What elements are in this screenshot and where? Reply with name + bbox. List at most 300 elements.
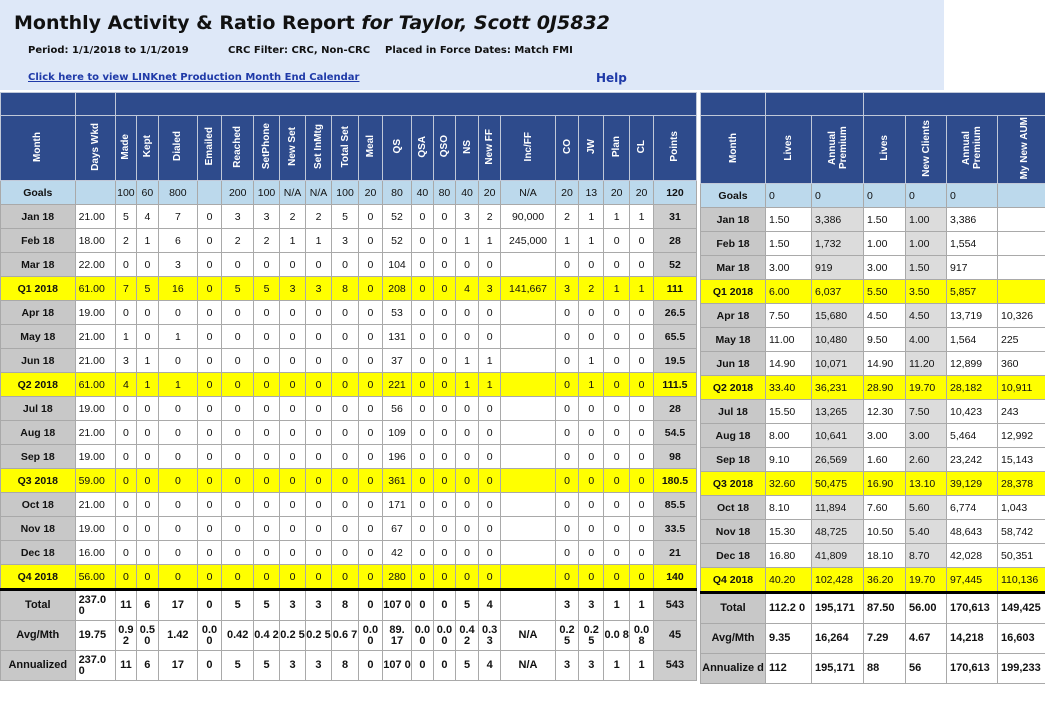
data-cell: 0 <box>280 541 306 565</box>
data-cell: 0.6 7 <box>331 621 358 651</box>
data-cell: 1 <box>280 229 306 253</box>
data-cell: 0 <box>456 325 479 349</box>
data-cell: 196 <box>382 445 411 469</box>
data-cell: 0 <box>433 517 456 541</box>
data-cell: 0 <box>197 277 222 301</box>
column-header <box>382 116 411 181</box>
data-cell: 0.42 <box>222 621 254 651</box>
data-cell: 0 <box>254 397 280 421</box>
column-header <box>75 116 116 181</box>
data-cell: 59.00 <box>75 469 116 493</box>
data-cell: 2 <box>579 277 604 301</box>
data-cell: 170,613 <box>947 593 998 624</box>
data-cell: 6 <box>136 651 159 681</box>
data-cell: 0 <box>197 493 222 517</box>
data-cell: 1,732 <box>812 232 864 256</box>
data-cell: 10,911 <box>998 376 1045 400</box>
data-cell: 0 <box>412 517 433 541</box>
data-cell: 0 <box>136 469 159 493</box>
data-cell: 0 <box>254 253 280 277</box>
data-cell: 200 <box>222 181 254 205</box>
data-cell: 10.50 <box>864 520 906 544</box>
data-cell: 0 <box>159 301 197 325</box>
points-cell: 180.5 <box>653 469 696 493</box>
row-label: Q1 2018 <box>1 277 76 301</box>
data-cell: 19.00 <box>75 397 116 421</box>
column-header <box>306 116 332 181</box>
data-cell: 6,037 <box>812 280 864 304</box>
data-cell: 0 <box>433 469 456 493</box>
data-cell: 67 <box>382 517 411 541</box>
data-cell: 0 <box>579 541 604 565</box>
data-cell: 14.90 <box>766 352 812 376</box>
data-cell: 0 <box>579 565 604 590</box>
data-cell: 0 <box>136 541 159 565</box>
points-cell: 111.5 <box>653 373 696 397</box>
data-cell: 0 <box>280 565 306 590</box>
column-header <box>812 116 864 184</box>
data-cell: 2.60 <box>906 448 947 472</box>
data-cell: 5 <box>254 277 280 301</box>
data-cell: 9.35 <box>766 624 812 654</box>
data-cell: 90,000 <box>501 205 555 229</box>
column-header <box>159 116 197 181</box>
data-cell <box>501 421 555 445</box>
data-cell: 0 <box>812 184 864 208</box>
data-cell <box>998 280 1045 304</box>
data-cell: 13.10 <box>906 472 947 496</box>
data-cell: 3 <box>280 277 306 301</box>
month-row <box>701 208 1045 232</box>
column-header-label: Plan <box>611 135 623 158</box>
data-cell: 237.0 0 <box>75 590 116 621</box>
data-cell: 0 <box>433 253 456 277</box>
data-cell: 0 <box>331 253 358 277</box>
data-cell: 3 <box>579 651 604 681</box>
data-cell: 360 <box>998 352 1045 376</box>
data-cell: 0 <box>412 421 433 445</box>
data-cell: 0 <box>630 541 654 565</box>
data-cell: 16 <box>159 277 197 301</box>
data-cell: 0 <box>197 325 222 349</box>
data-cell: 4 <box>478 590 501 621</box>
data-cell: 0 <box>630 517 654 541</box>
data-cell: 0 <box>222 397 254 421</box>
data-cell: 100 <box>331 181 358 205</box>
data-cell: 0 <box>412 373 433 397</box>
data-cell: 1 <box>116 325 136 349</box>
data-cell: 0 <box>604 229 630 253</box>
data-cell: 5 <box>456 590 479 621</box>
column-header-label: JW <box>585 139 597 154</box>
data-cell: 0 <box>433 229 456 253</box>
data-cell: 0 <box>254 445 280 469</box>
points-cell: 28 <box>653 229 696 253</box>
data-cell: 0 <box>630 301 654 325</box>
data-cell: 0 <box>478 493 501 517</box>
data-cell: 17 <box>159 590 197 621</box>
data-cell: 245,000 <box>501 229 555 253</box>
column-header <box>412 116 433 181</box>
data-cell: 4 <box>478 651 501 681</box>
data-cell: 0 <box>630 445 654 469</box>
data-cell: 0.0 0 <box>433 621 456 651</box>
column-header-label: Annual Premium <box>826 126 849 170</box>
data-cell: 0 <box>604 421 630 445</box>
data-cell: 1 <box>478 349 501 373</box>
data-cell: 0 <box>222 445 254 469</box>
quarter-row <box>1 373 697 397</box>
data-cell: 8.10 <box>766 496 812 520</box>
data-cell: 0 <box>254 517 280 541</box>
data-cell: 4 <box>456 277 479 301</box>
data-cell: 1 <box>456 349 479 373</box>
column-header <box>701 116 766 184</box>
data-cell: 80 <box>433 181 456 205</box>
data-cell: 0 <box>359 565 383 590</box>
data-cell: 0 <box>906 184 947 208</box>
column-header-label: NS <box>461 139 473 154</box>
data-cell: 0 <box>579 445 604 469</box>
data-cell: 7 <box>116 277 136 301</box>
row-label: Annualize d <box>701 654 766 684</box>
data-cell: 5 <box>331 205 358 229</box>
crc-filter-label: CRC Filter: CRC, Non-CRC <box>228 45 371 56</box>
calendar-link[interactable]: Click here to view LINKnet Production Month End Calendar <box>28 72 360 83</box>
data-cell: 208 <box>382 277 411 301</box>
data-cell: 0 <box>116 445 136 469</box>
data-cell: 8.00 <box>766 424 812 448</box>
data-cell: 20 <box>359 181 383 205</box>
data-cell: 0 <box>331 373 358 397</box>
data-cell: 7.29 <box>864 624 906 654</box>
data-cell: 0 <box>222 517 254 541</box>
data-cell: 0 <box>359 349 383 373</box>
data-cell: 13,265 <box>812 400 864 424</box>
data-cell: 171 <box>382 493 411 517</box>
data-cell: 0 <box>331 445 358 469</box>
data-cell: 0 <box>222 253 254 277</box>
row-label: Q4 2018 <box>701 568 766 593</box>
data-cell: 0 <box>555 565 579 590</box>
data-cell: 0 <box>197 229 222 253</box>
data-cell: 0 <box>412 277 433 301</box>
data-cell: 1.00 <box>906 232 947 256</box>
data-cell: 3 <box>579 590 604 621</box>
data-cell: 19.70 <box>906 376 947 400</box>
data-cell: 0 <box>478 469 501 493</box>
data-cell: 0 <box>412 349 433 373</box>
report-title: Monthly Activity & Ratio Report <box>14 12 355 34</box>
column-header-label: Month <box>32 131 44 162</box>
data-cell: 0 <box>433 277 456 301</box>
month-row <box>1 325 697 349</box>
data-cell: 11,894 <box>812 496 864 520</box>
month-row <box>1 541 697 565</box>
data-cell: 0 <box>412 541 433 565</box>
data-cell: 0 <box>159 493 197 517</box>
data-cell: 195,171 <box>812 593 864 624</box>
data-cell: 0 <box>433 565 456 590</box>
data-cell: 0 <box>197 301 222 325</box>
data-cell <box>998 256 1045 280</box>
row-label: Apr 18 <box>1 301 76 325</box>
data-cell: 0 <box>456 469 479 493</box>
data-cell: 23,242 <box>947 448 998 472</box>
data-cell: 19.00 <box>75 301 116 325</box>
data-cell: 3 <box>306 590 332 621</box>
data-cell: 0 <box>222 373 254 397</box>
data-cell: 15,143 <box>998 448 1045 472</box>
data-cell: 3 <box>331 229 358 253</box>
data-cell: 3 <box>159 253 197 277</box>
data-cell: 3 <box>456 205 479 229</box>
data-cell: 8 <box>331 590 358 621</box>
row-label: Total <box>1 590 76 621</box>
data-cell: 0 <box>254 469 280 493</box>
data-cell: 0 <box>197 565 222 590</box>
submitted-band <box>766 93 864 116</box>
data-cell: 0 <box>331 325 358 349</box>
data-cell: 0 <box>222 421 254 445</box>
data-cell: 52 <box>382 229 411 253</box>
data-cell: N/A <box>501 181 555 205</box>
row-label: Q3 2018 <box>701 472 766 496</box>
data-cell: 1 <box>630 590 654 621</box>
data-cell: 16,264 <box>812 624 864 654</box>
row-label: Nov 18 <box>701 520 766 544</box>
data-cell: 110,136 <box>998 568 1045 593</box>
data-cell: 0.9 2 <box>116 621 136 651</box>
data-cell: 33.40 <box>766 376 812 400</box>
data-cell: 0 <box>555 301 579 325</box>
data-cell: 1.00 <box>864 232 906 256</box>
data-cell: 107 0 <box>382 651 411 681</box>
row-label: Mar 18 <box>1 253 76 277</box>
column-header-label: Dialed <box>172 131 184 162</box>
data-cell: 1 <box>136 229 159 253</box>
column-header-label: New FF <box>484 128 496 165</box>
data-cell: 5 <box>222 651 254 681</box>
data-cell: 0 <box>331 349 358 373</box>
data-cell: 0 <box>306 469 332 493</box>
data-cell: 8.70 <box>906 544 947 568</box>
data-cell: 7.50 <box>906 400 947 424</box>
data-cell: 0.0 0 <box>412 621 433 651</box>
data-cell: 1 <box>579 205 604 229</box>
column-header <box>359 116 383 181</box>
data-cell: 5 <box>116 205 136 229</box>
column-header-label: Reached <box>232 125 244 168</box>
data-cell: 0 <box>412 229 433 253</box>
data-cell: 15.50 <box>766 400 812 424</box>
data-cell: 2 <box>254 229 280 253</box>
data-cell: 1 <box>136 373 159 397</box>
data-cell: 0 <box>604 325 630 349</box>
data-cell: 26,569 <box>812 448 864 472</box>
data-cell: 0 <box>306 541 332 565</box>
row-label: Jul 18 <box>1 397 76 421</box>
data-cell: 0 <box>579 517 604 541</box>
points-cell: 19.5 <box>653 349 696 373</box>
data-cell: 12,992 <box>998 424 1045 448</box>
column-header-label: Inc/FF <box>522 131 534 162</box>
data-cell: 36.20 <box>864 568 906 593</box>
data-cell: 0 <box>579 469 604 493</box>
data-cell: 0 <box>630 253 654 277</box>
data-cell: 15,680 <box>812 304 864 328</box>
data-cell: 8 <box>331 651 358 681</box>
data-cell: 6 <box>136 590 159 621</box>
data-cell: N/A <box>306 181 332 205</box>
quarter-row <box>701 472 1045 496</box>
points-cell: 52 <box>653 253 696 277</box>
data-cell: 0 <box>306 253 332 277</box>
data-cell: 3.00 <box>766 256 812 280</box>
data-cell: 0 <box>359 493 383 517</box>
data-cell: 56 <box>382 397 411 421</box>
data-cell: 0 <box>478 301 501 325</box>
data-cell: 0 <box>280 301 306 325</box>
data-cell: 0.2 5 <box>280 621 306 651</box>
data-cell: 5,464 <box>947 424 998 448</box>
column-header <box>947 116 998 184</box>
data-cell <box>501 325 555 349</box>
points-cell: 543 <box>653 590 696 621</box>
row-label: Goals <box>701 184 766 208</box>
data-cell: 0 <box>412 590 433 621</box>
column-header-label: Month <box>727 133 739 163</box>
data-cell: 0 <box>280 349 306 373</box>
data-cell: 0 <box>478 397 501 421</box>
points-cell: 54.5 <box>653 421 696 445</box>
period-label: Period: 1/1/2018 to 1/1/2019 <box>28 45 189 56</box>
column-header-label: Made <box>120 133 132 160</box>
data-cell: 5 <box>222 590 254 621</box>
row-label: Feb 18 <box>1 229 76 253</box>
data-cell: 0 <box>604 565 630 590</box>
data-cell: 7.60 <box>864 496 906 520</box>
data-cell: 0 <box>116 301 136 325</box>
data-cell: 41,809 <box>812 544 864 568</box>
data-cell: 0 <box>331 469 358 493</box>
data-cell: 0 <box>197 469 222 493</box>
data-cell: 0 <box>331 301 358 325</box>
data-cell: 0 <box>864 184 906 208</box>
data-cell: 0 <box>359 397 383 421</box>
data-cell: 0 <box>222 349 254 373</box>
data-cell: 0 <box>116 469 136 493</box>
data-cell <box>501 253 555 277</box>
month-row <box>1 301 697 325</box>
data-cell: 0.2 5 <box>306 621 332 651</box>
data-cell: 0 <box>478 325 501 349</box>
data-cell: 5.40 <box>906 520 947 544</box>
data-cell: 20 <box>555 181 579 205</box>
row-label: Jan 18 <box>701 208 766 232</box>
data-cell: 3 <box>280 590 306 621</box>
data-cell <box>501 517 555 541</box>
data-cell: 170,613 <box>947 654 998 684</box>
data-cell: 12.30 <box>864 400 906 424</box>
data-cell: 15.30 <box>766 520 812 544</box>
data-cell: 0 <box>412 325 433 349</box>
data-cell: 18.00 <box>75 229 116 253</box>
data-cell: 0 <box>947 184 998 208</box>
data-cell: 0 <box>222 565 254 590</box>
data-cell: 0 <box>197 445 222 469</box>
data-cell: 0 <box>197 253 222 277</box>
data-cell: 42 <box>382 541 411 565</box>
points-cell: 120 <box>653 181 696 205</box>
data-cell: 1 <box>456 373 479 397</box>
row-label: Q4 2018 <box>1 565 76 590</box>
month-row <box>701 424 1045 448</box>
data-cell: 11 <box>116 590 136 621</box>
data-cell: 0 <box>280 469 306 493</box>
data-cell <box>75 181 116 205</box>
data-cell: 0 <box>359 253 383 277</box>
data-cell: 0 <box>197 373 222 397</box>
column-header-label: New Clients <box>920 119 932 177</box>
month-row <box>1 397 697 421</box>
data-cell <box>501 565 555 590</box>
data-cell: 20 <box>630 181 654 205</box>
data-cell: N/A <box>280 181 306 205</box>
column-header <box>906 116 947 184</box>
data-cell: 7 <box>159 205 197 229</box>
column-header-label: Meal <box>364 135 376 158</box>
data-cell: 0 <box>254 421 280 445</box>
data-cell: 1,554 <box>947 232 998 256</box>
data-cell: 0 <box>433 445 456 469</box>
data-cell: 1 <box>136 349 159 373</box>
data-cell: 0 <box>412 565 433 590</box>
column-header <box>501 116 555 181</box>
data-cell: 0 <box>159 397 197 421</box>
data-cell: 0 <box>359 651 383 681</box>
data-cell: 0 <box>280 397 306 421</box>
data-cell: 0 <box>766 184 812 208</box>
quarter-row <box>701 568 1045 593</box>
row-label: Q1 2018 <box>701 280 766 304</box>
data-cell: 5 <box>254 651 280 681</box>
data-cell: 237.0 0 <box>75 651 116 681</box>
data-cell <box>501 493 555 517</box>
month-row <box>1 253 697 277</box>
data-cell: 3,386 <box>812 208 864 232</box>
data-cell: 53 <box>382 301 411 325</box>
row-label: May 18 <box>1 325 76 349</box>
data-cell: 3 <box>306 651 332 681</box>
data-cell: 5 <box>222 277 254 301</box>
data-cell: 5 <box>254 590 280 621</box>
row-label: Aug 18 <box>1 421 76 445</box>
row-label: May 18 <box>701 328 766 352</box>
data-cell: 10,641 <box>812 424 864 448</box>
data-cell: 0 <box>604 397 630 421</box>
data-cell: 0 <box>159 565 197 590</box>
data-cell: 5,857 <box>947 280 998 304</box>
data-cell: 0 <box>331 397 358 421</box>
data-cell: 0 <box>197 205 222 229</box>
column-header-label: QSO <box>438 135 450 158</box>
data-cell: 0.3 3 <box>478 621 501 651</box>
help-link[interactable]: Help <box>596 71 627 85</box>
month-row <box>1 349 697 373</box>
data-cell: 0 <box>478 541 501 565</box>
row-label: Sep 18 <box>1 445 76 469</box>
